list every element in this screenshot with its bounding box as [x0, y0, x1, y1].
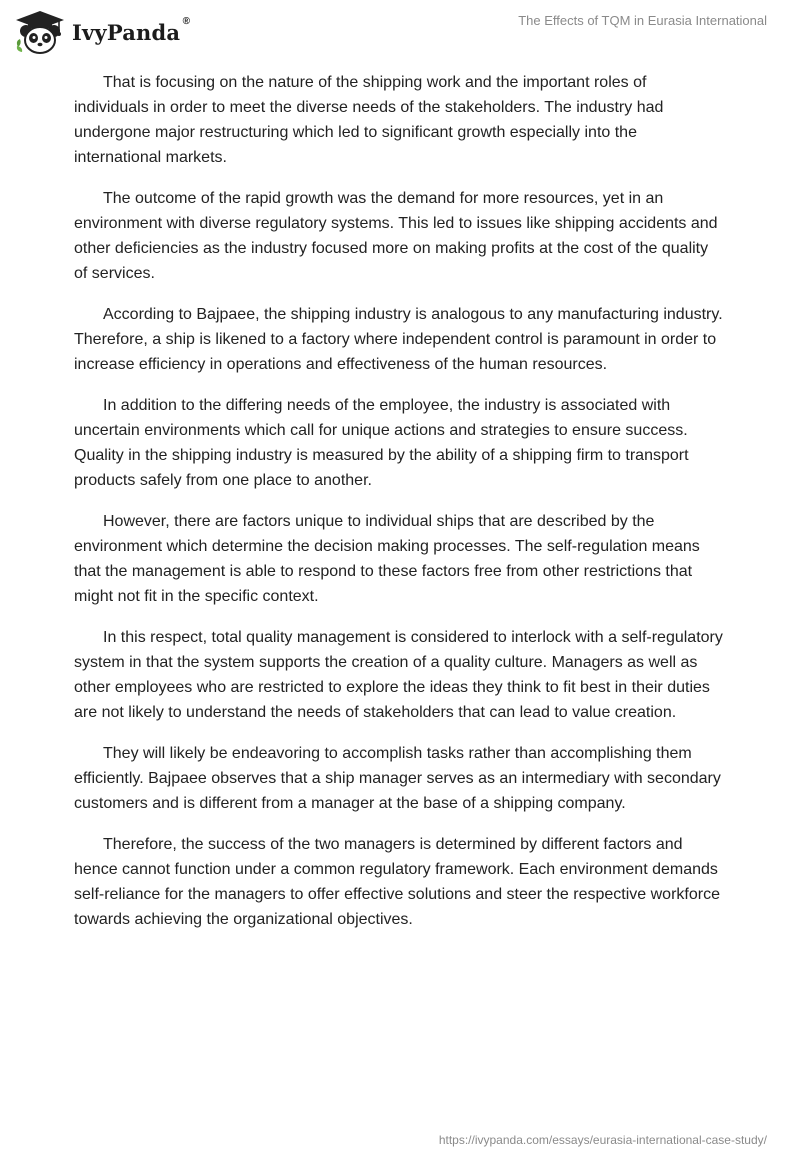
paragraph: Therefore, the success of the two managers is determined by different factors and hence cannot function under a common regulatory framework. Each environment demands self-reliance for the managers to offer effective solutions and steer the respective workforce towards achieving the organizational objectives. — [74, 836, 720, 928]
brand-name: IvyPanda ® — [72, 15, 191, 45]
registered-mark: ® — [182, 15, 191, 27]
document-title: The Effects of TQM in Eurasia International — [518, 13, 767, 28]
paragraph: In this respect, total quality management is considered to interlock with a self-regulatory system in that the system supports the creation of a quality culture. Managers as well as other employees who are restricted to explore the ideas they think to fit best in their duties are not likely to understand the needs of stakeholders that can lead to value creation. — [74, 629, 723, 721]
paragraph: In addition to the differing needs of the employee, the industry is associated with uncertain environments which call for unique actions and strategies to ensure success. Quality in the shipping industry is measured by the ability of a shipping firm to transport products safely from one place to another. — [74, 397, 689, 489]
source-url[interactable]: https://ivypanda.com/essays/eurasia-international-case-study/ — [438, 1133, 767, 1147]
paragraph: However, there are factors unique to individual ships that are described by the environment which determine the decision making processes. The self-regulation means that the management is able to respond to these factors free from other restrictions that might not fit in the specific context. — [74, 513, 700, 605]
paragraph: According to Bajpaee, the shipping industry is analogous to any manufacturing industry. Therefore, a ship is likened to a factory where independent control is paramount in order to increase efficiency in operations and effectiveness of the human resources. — [74, 306, 723, 373]
paragraph: The outcome of the rapid growth was the demand for more resources, yet in an environment with diverse regulatory systems. This led to issues like shipping accidents and other deficiencies as the industry focused more on making profits at the cost of the quality of services. — [74, 190, 718, 282]
page-header — [0, 0, 800, 60]
essay-body — [74, 70, 724, 948]
ivypanda-logo[interactable] — [14, 8, 191, 56]
panda-graduate-icon — [14, 9, 66, 55]
paragraph: That is focusing on the nature of the shipping work and the important roles of individuals in order to meet the diverse needs of the stakeholders. The industry had undergone major restructuring which led to significant growth especially into the international markets. — [74, 74, 664, 166]
paragraph: They will likely be endeavoring to accomplish tasks rather than accomplishing them efficiently. Bajpaee observes that a ship manager serves as an intermediary with secondary customers and is different from a manager at the base of a shipping company. — [74, 745, 721, 812]
